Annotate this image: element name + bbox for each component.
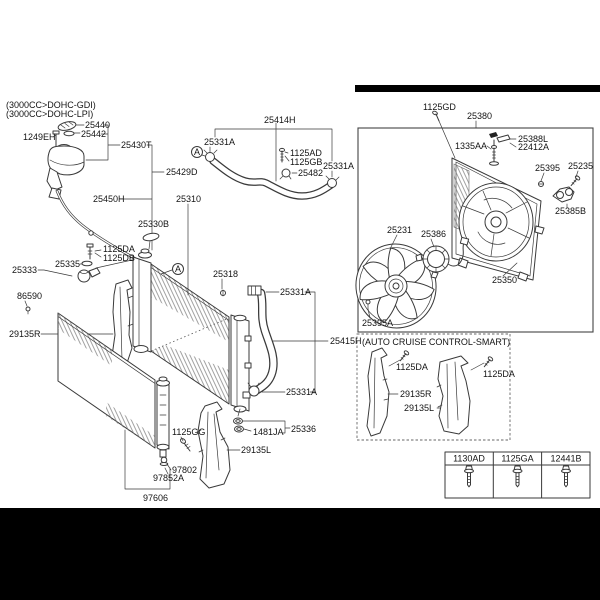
- fastener-col-1125ga: 1125GA: [501, 453, 534, 464]
- fastener-col-12441b: 12441B: [550, 453, 582, 464]
- part-label-3000cc-dohc-gdi: (3000CC>DOHC-GDI): [6, 100, 96, 110]
- pin-25395-icon: [539, 182, 544, 187]
- drier-cap-97802-icon: [160, 457, 168, 465]
- part-label-25335: 25335: [55, 259, 81, 269]
- part-label-25318: 25318: [213, 269, 239, 279]
- part-label-25450h: 25450H: [93, 194, 125, 204]
- part-label-25388l: 25388L: [518, 134, 549, 144]
- ring-1481ja-icon: [235, 426, 244, 432]
- part-label-3000cc-dohc-lpi: (3000CC>DOHC-LPI): [6, 109, 94, 119]
- part-label-25380: 25380: [467, 111, 493, 121]
- part-label-1125gb: 1125GB: [290, 157, 323, 167]
- part-label-25231: 25231: [387, 225, 413, 235]
- part-label-29135r: 29135R: [9, 329, 41, 339]
- part-label-86590: 86590: [17, 291, 43, 301]
- part-label-25310: 25310: [176, 194, 202, 204]
- part-label-25331a: 25331A: [323, 161, 355, 171]
- part-label-25350: 25350: [492, 275, 518, 285]
- svg-text:A: A: [193, 147, 201, 157]
- part-label-1125gd: 1125GD: [423, 102, 456, 112]
- part-label-25331a: 25331A: [280, 287, 312, 297]
- part-label-25385b: 25385B: [555, 206, 587, 216]
- part-label-25395: 25395: [535, 163, 561, 173]
- part-label-25430t: 25430T: [121, 140, 152, 150]
- part-label-25331a: 25331A: [204, 137, 236, 147]
- detail-marker-a: [192, 147, 203, 158]
- detail-marker-a: [173, 264, 184, 275]
- letterbox-bottom: [0, 508, 600, 600]
- part-label-97802: 97802: [172, 465, 198, 475]
- part-label-1125gg: 1125GG: [172, 427, 206, 437]
- fastener-col-1130ad: 1130AD: [453, 453, 485, 464]
- part-label-25414h: 25414H: [264, 115, 296, 125]
- part-label-25235: 25235: [568, 161, 594, 171]
- part-label-25429d: 25429D: [166, 167, 198, 177]
- part-label-29135l: 29135L: [241, 445, 272, 455]
- part-label-97852a: 97852A: [153, 473, 185, 483]
- part-label-25336: 25336: [291, 424, 317, 434]
- part-label-1335aa: 1335AA: [455, 141, 488, 151]
- drain-plug-25318-icon: [221, 290, 226, 296]
- part-label-22412a: 22412A: [518, 142, 550, 152]
- part-label-auto-cruise-control-smart: (AUTO CRUISE CONTROL-SMART): [362, 337, 511, 347]
- part-label-1125ad: 1125AD: [290, 148, 322, 158]
- motor-connector-icon: [460, 237, 468, 245]
- part-label-1125da: 1125DA: [483, 369, 515, 379]
- part-label-29135l: 29135L: [404, 403, 435, 413]
- part-label-25333: 25333: [12, 265, 38, 275]
- top-right-black-bar: [355, 85, 600, 92]
- part-label-1125da: 1125DA: [103, 244, 135, 254]
- part-label-1249eh: 1249EH: [23, 132, 56, 142]
- part-label-25330b: 25330B: [138, 219, 170, 229]
- part-label-25442: 25442: [81, 129, 107, 139]
- part-label-1481ja: 1481JA: [253, 427, 284, 437]
- svg-text:A: A: [174, 264, 182, 274]
- part-label-25395a: 25395A: [362, 318, 394, 328]
- part-label-1125db: 1125DB: [103, 253, 135, 263]
- part-label-25482: 25482: [298, 168, 324, 178]
- part-label-25440: 25440: [85, 120, 111, 130]
- part-label-97606: 97606: [143, 493, 169, 503]
- part-label-1125da: 1125DA: [396, 362, 428, 372]
- part-label-25331a: 25331A: [286, 387, 318, 397]
- part-label-29135r: 29135R: [400, 389, 432, 399]
- part-label-25386: 25386: [421, 229, 447, 239]
- ring-25336-icon: [234, 418, 243, 424]
- part-label-25415h: 25415H: [330, 336, 362, 346]
